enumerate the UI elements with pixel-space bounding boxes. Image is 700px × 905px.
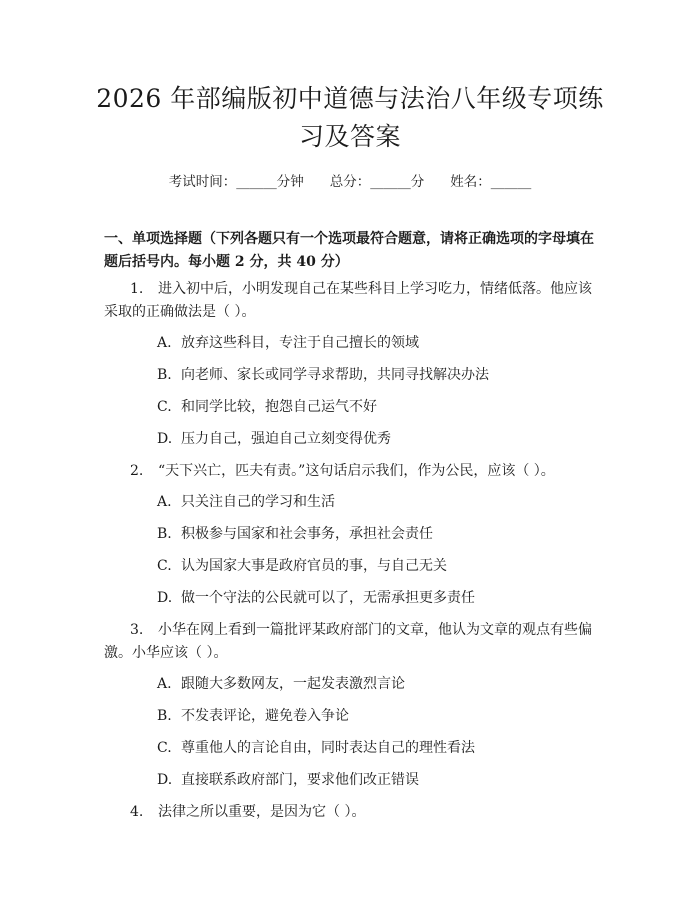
question-number: 2.	[130, 463, 144, 479]
option-letter: A.	[157, 335, 172, 351]
option-text: 向老师、家长或同学寻求帮助，共同寻找解决办法	[181, 367, 489, 383]
option-text: 尊重他人的言论自由，同时表达自己的理性看法	[181, 740, 475, 756]
option-text: 认为国家大事是政府官员的事，与自己无关	[181, 558, 447, 574]
option-text: 不发表评论，避免卷入争论	[181, 708, 349, 724]
option-text: 和同学比较，抱怨自己运气不好	[181, 399, 377, 415]
document-title: 2026 年部编版初中道德与法治八年级专项练习及答案	[96, 84, 604, 151]
option-letter: A.	[157, 494, 172, 510]
question-1-option-a	[157, 333, 597, 353]
option-letter: D.	[157, 431, 173, 447]
question-2-option-d	[157, 588, 597, 608]
option-letter: D.	[157, 772, 173, 788]
question-3-option-c	[157, 738, 597, 758]
section-heading: 一、单项选择题（下列各题只有一个选项最符合题意，请将正确选项的字母填在题后括号内。每小题 2 分，共 40 分）	[104, 231, 594, 270]
question-3	[104, 619, 602, 665]
question-text: 进入初中后，小明发现自己在某些科目上学习吃力，情绪低落。他应该采取的正确做法是（ ）。	[104, 281, 592, 320]
question-3-option-a	[157, 674, 597, 694]
question-2-option-a	[157, 492, 597, 512]
option-letter: B.	[157, 708, 172, 724]
option-letter: C.	[157, 740, 172, 756]
question-text: “天下兴亡，匹夫有责。”这句话启示我们，作为公民，应该（ ）。	[158, 463, 555, 479]
option-text: 做一个守法的公民就可以了，无需承担更多责任	[181, 590, 475, 606]
question-3-option-d	[157, 770, 597, 790]
option-letter: C.	[157, 558, 172, 574]
question-text: 小华在网上看到一篇批评某政府部门的文章，他认为文章的观点有些偏激。小华应该（ ）。	[104, 622, 592, 661]
option-text: 直接联系政府部门，要求他们改正错误	[181, 772, 419, 788]
question-2-option-b	[157, 524, 597, 544]
option-letter: B.	[157, 367, 172, 383]
question-number: 1.	[130, 281, 144, 297]
question-3-option-b	[157, 706, 597, 726]
question-text: 法律之所以重要，是因为它（ ）。	[158, 804, 366, 820]
option-letter: C.	[157, 399, 172, 415]
question-number: 3.	[130, 622, 144, 638]
question-2	[104, 460, 602, 483]
question-1-option-b	[157, 365, 597, 385]
question-1	[104, 278, 602, 324]
total-score-field: 总分：______分	[329, 174, 425, 190]
name-field: 姓名：______	[450, 174, 532, 190]
question-1-option-c	[157, 397, 597, 417]
option-text: 积极参与国家和社会事务，承担社会责任	[181, 526, 433, 542]
question-4	[104, 801, 602, 824]
question-2-option-c	[157, 556, 597, 576]
option-text: 压力自己，强迫自己立刻变得优秀	[181, 431, 391, 447]
question-1-option-d	[157, 429, 597, 449]
option-text: 只关注自己的学习和生活	[181, 494, 335, 510]
exam-time-field: 考试时间：______分钟	[168, 174, 304, 190]
option-text: 放弃这些科目，专注于自己擅长的领域	[181, 335, 419, 351]
question-number: 4.	[130, 804, 144, 820]
option-letter: D.	[157, 590, 173, 606]
exam-meta	[0, 170, 700, 190]
option-text: 跟随大多数网友，一起发表激烈言论	[181, 676, 405, 692]
option-letter: B.	[157, 526, 172, 542]
option-letter: A.	[157, 676, 172, 692]
